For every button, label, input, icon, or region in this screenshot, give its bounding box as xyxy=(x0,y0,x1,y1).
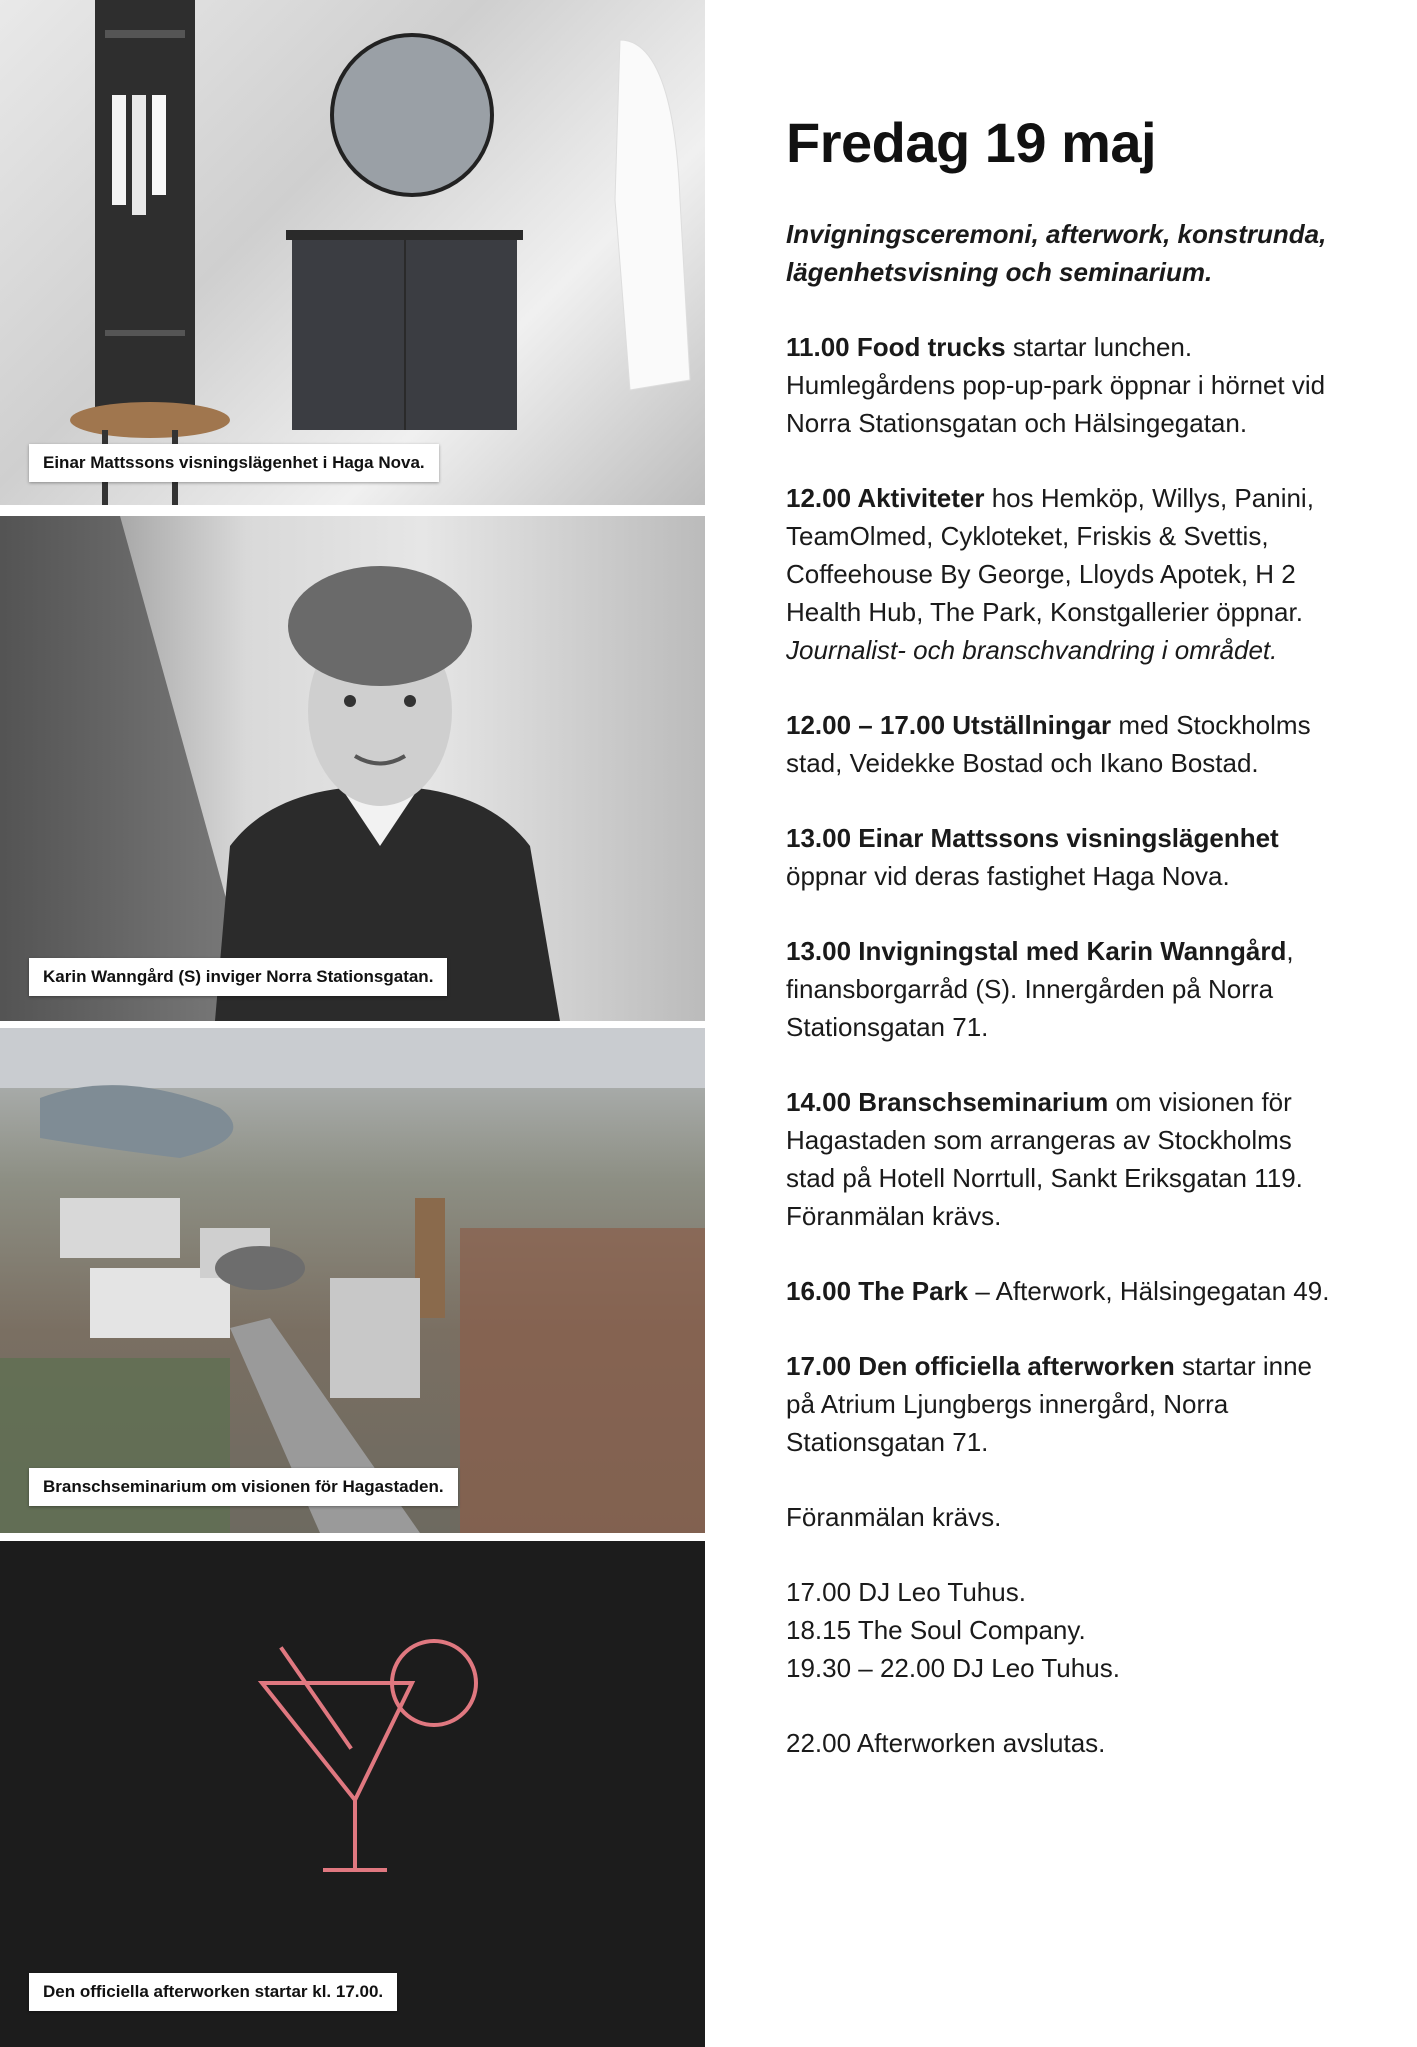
item-text: om visionen för Hagastaden som arrangeras av Stockholms stad på Hotell Norrtull, Sankt Eriksgatan 119. Föranmälan krävs. xyxy=(786,1087,1303,1231)
aerial-illustration xyxy=(0,1028,705,1533)
program-column xyxy=(786,110,1346,1799)
item-text: öppnar vid deras fastighet Haga Nova. xyxy=(786,861,1230,891)
cocktail-glass-icon xyxy=(0,1541,705,2047)
bathroom-photo xyxy=(0,0,705,505)
item-time: 17.00 Den officiella afterworken xyxy=(786,1351,1175,1381)
program-item-park xyxy=(786,1272,1346,1310)
program-item-seminar xyxy=(786,1083,1346,1235)
schedule-line: 18.15 The Soul Company. xyxy=(786,1615,1086,1645)
item-text: med Stockholms stad, Veidekke Bostad och Ikano Bostad. xyxy=(786,710,1311,778)
schedule-line: 19.30 – 22.00 DJ Leo Tuhus. xyxy=(786,1653,1120,1683)
program-item-showing xyxy=(786,819,1346,895)
item-time: 11.00 Food trucks xyxy=(786,332,1006,362)
aerial-photo xyxy=(0,1028,705,1533)
closing-note: 22.00 Afterworken avslutas. xyxy=(786,1728,1106,1758)
item-text: startar lunchen. Humlegårdens pop-up-park öppnar i hörnet vid Norra Stationsgatan och Hälsingegatan. xyxy=(786,332,1326,438)
registration-note: Föranmälan krävs. xyxy=(786,1502,1002,1532)
page-title: Fredag 19 maj xyxy=(786,111,1157,174)
cocktail-caption: Den officiella afterworken startar kl. 17.00. xyxy=(29,1973,397,2011)
portrait-photo xyxy=(0,516,705,1021)
music-schedule xyxy=(786,1573,1346,1687)
schedule-line: 17.00 DJ Leo Tuhus. xyxy=(786,1577,1026,1607)
item-text: , finansborgarråd (S). Innergården på Norra Stationsgatan 71. xyxy=(786,936,1294,1042)
item-text: – Afterwork, Hälsingegatan 49. xyxy=(968,1276,1330,1306)
item-time: 12.00 – 17.00 Utställningar xyxy=(786,710,1112,740)
item-text: startar inne på Atrium Ljungbergs innergård, Norra Stationsgatan 71. xyxy=(786,1351,1313,1457)
program-item-activities xyxy=(786,479,1346,669)
program-item-food xyxy=(786,328,1346,442)
portrait-illustration xyxy=(0,516,705,1021)
bathroom-illustration xyxy=(0,0,705,505)
photo-column xyxy=(0,0,705,2047)
program-item-exhibitions xyxy=(786,706,1346,782)
aerial-caption: Branschseminarium om visionen för Hagastaden. xyxy=(29,1468,458,1506)
bathroom-caption: Einar Mattssons visningslägenhet i Haga Nova. xyxy=(29,444,439,482)
item-time: 13.00 Invigningstal med Karin Wanngård xyxy=(786,936,1287,966)
program-item-speech xyxy=(786,932,1346,1046)
program-item-afterwork xyxy=(786,1347,1346,1461)
item-italic-note: Journalist- och branschvandring i området. xyxy=(786,635,1278,665)
cocktail-panel xyxy=(0,1541,705,2047)
item-text: hos Hemköp, Willys, Panini, TeamOlmed, Cykloteket, Friskis & Svettis, Coffeehouse By George, Lloyds Apotek, H 2 Health Hub, The Park, Konstgallerier öppnar. xyxy=(786,483,1314,627)
item-time: 13.00 Einar Mattssons visningslägenhet xyxy=(786,823,1279,853)
portrait-caption: Karin Wanngård (S) inviger Norra Stationsgatan. xyxy=(29,958,447,996)
item-time: 14.00 Branschseminarium xyxy=(786,1087,1109,1117)
intro-text: Invigningsceremoni, afterwork, konstrunda, lägenhetsvisning och seminarium. xyxy=(786,219,1327,287)
item-time: 12.00 Aktiviteter xyxy=(786,483,985,513)
item-time: 16.00 The Park xyxy=(786,1276,969,1306)
